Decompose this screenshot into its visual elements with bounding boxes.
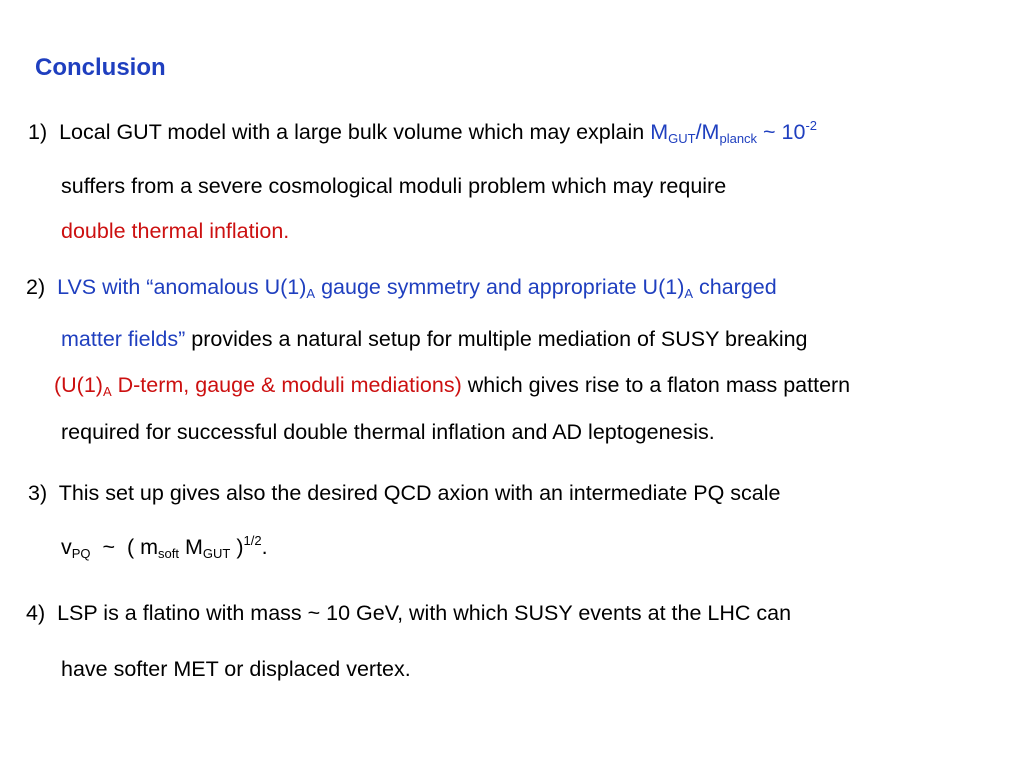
- a-sub-3: A: [102, 384, 112, 399]
- formula-planck-sub: planck: [719, 131, 758, 146]
- slide-title: Conclusion: [35, 54, 166, 81]
- b3: charged: [693, 275, 777, 299]
- item-4-number: 4): [26, 601, 46, 625]
- m: M: [179, 535, 203, 559]
- item-1-line-2: suffers from a severe cosmological moduli problem which may require: [61, 174, 727, 198]
- a-sub-1: A: [306, 286, 316, 301]
- item-3-line-2: [61, 533, 268, 561]
- r1: (U(1): [54, 373, 103, 397]
- b1: LVS with “anomalous U(1): [57, 275, 307, 299]
- item-1-line-1: [28, 118, 817, 146]
- soft-sub: soft: [158, 546, 180, 561]
- flaton-text: which gives rise to a flaton mass pattern: [461, 373, 851, 397]
- formula-m: M: [650, 120, 669, 144]
- pq-sub: PQ: [71, 546, 91, 561]
- item-1-line-3: double thermal inflation.: [61, 219, 290, 243]
- a-sub-2: A: [684, 286, 694, 301]
- mid: ~ ( m: [90, 535, 159, 559]
- matter-fields-text: matter fields”: [61, 327, 186, 351]
- item-1-formula: [650, 120, 817, 144]
- formula-slash-m: /M: [695, 120, 720, 144]
- item-1-number: 1): [28, 120, 48, 144]
- item-3-number: 3): [28, 481, 48, 505]
- formula-gut-sub: GUT: [668, 131, 696, 146]
- item-2-blue-text: [57, 275, 777, 299]
- v: v: [61, 535, 72, 559]
- item-3-line-1: [28, 479, 780, 507]
- item-2-line-3: [54, 371, 850, 399]
- item-3-text: This set up gives also the desired QCD axion with an intermediate PQ scale: [58, 481, 781, 505]
- half-exp: 1/2: [243, 533, 262, 548]
- gut-sub: GUT: [202, 546, 231, 561]
- item-4-line-1: [26, 599, 791, 627]
- item-2-line-2: [61, 325, 808, 353]
- item-4-line-2: have softer MET or displaced vertex.: [61, 657, 411, 681]
- b2: gauge symmetry and appropriate U(1): [315, 275, 685, 299]
- item-2-line-4: required for successful double thermal inflation and AD leptogenesis.: [61, 420, 715, 444]
- formula-tilde-ten: ~ 10: [757, 120, 806, 144]
- provides-text: provides a natural setup for multiple mediation of SUSY breaking: [185, 327, 808, 351]
- item-2-red-text: [54, 373, 462, 397]
- item-2-number: 2): [26, 275, 46, 299]
- formula-exponent: -2: [805, 118, 818, 133]
- item-4-text: LSP is a flatino with mass ~ 10 GeV, with which SUSY events at the LHC can: [57, 601, 792, 625]
- r2: D-term, gauge & moduli mediations): [111, 373, 462, 397]
- item-1-text: Local GUT model with a large bulk volume which may explain: [59, 120, 651, 144]
- item-2-line-1: [26, 273, 777, 301]
- period: .: [261, 535, 268, 559]
- close-paren: ): [230, 535, 244, 559]
